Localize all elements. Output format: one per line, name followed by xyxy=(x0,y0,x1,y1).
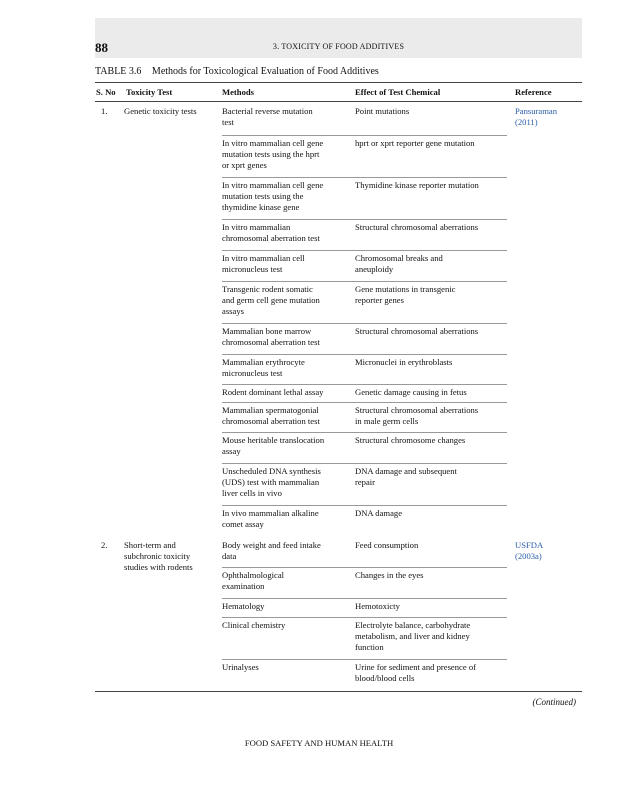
row-divider xyxy=(222,432,507,433)
method-cell: Mouse heritable translocation assay xyxy=(222,435,325,456)
page-number: 88 xyxy=(95,40,108,55)
row-divider xyxy=(222,323,507,324)
effect-cell: Genetic damage causing in fetus xyxy=(355,387,467,397)
table-header-rule xyxy=(95,101,582,102)
reference-link: USFDA (2003a) xyxy=(515,540,544,561)
method-cell: Unscheduled DNA synthesis (UDS) test with mammalian liver cells in vivo xyxy=(222,466,321,498)
method-cell: Transgenic rodent somatic and germ cell gene mutation assays xyxy=(222,284,320,316)
effect-cell: Changes in the eyes xyxy=(355,570,424,580)
method-cell: Clinical chemistry xyxy=(222,620,286,630)
method-cell: Ophthalmological examination xyxy=(222,570,285,591)
effect-cell: Structural chromosomal aberrations xyxy=(355,326,479,336)
reference-link: Pansuraman (2011) xyxy=(515,106,558,127)
row-divider xyxy=(222,177,507,178)
row-divider xyxy=(222,402,507,403)
row-divider xyxy=(222,463,507,464)
effect-cell: DNA damage and subsequent repair xyxy=(355,466,457,487)
toxicity-test: Short-term and subchronic toxicity studies with rodents xyxy=(124,540,193,572)
method-cell: Hematology xyxy=(222,601,265,611)
effect-cell: Feed consumption xyxy=(355,540,419,550)
effect-cell: Chromosomal breaks and aneuploidy xyxy=(355,253,443,274)
column-header-reference: Reference xyxy=(515,87,552,97)
effect-cell: Gene mutations in transgenic reporter genes xyxy=(355,284,456,305)
column-header-effect: Effect of Test Chemical xyxy=(355,87,441,97)
row-divider xyxy=(222,281,507,282)
page-header xyxy=(95,18,582,58)
row-number: 2. xyxy=(101,540,108,550)
row-number: 1. xyxy=(101,106,108,116)
method-cell: Mammalian spermatogonial chromosomal aberration test xyxy=(222,405,320,426)
row-divider xyxy=(222,659,507,660)
effect-cell: Thymidine kinase reporter mutation xyxy=(355,180,479,190)
row-divider xyxy=(222,598,507,599)
method-cell: Mammalian bone marrow chromosomal aberration test xyxy=(222,326,320,347)
effect-cell: Structural chromosomal aberrations in male germ cells xyxy=(355,405,479,426)
effect-cell: Structural chromosomal aberrations xyxy=(355,222,479,232)
row-divider xyxy=(222,219,507,220)
row-divider xyxy=(222,505,507,506)
method-cell: In vitro mammalian cell gene mutation tests using the hprt or xprt genes xyxy=(222,138,324,170)
running-title: 3. TOXICITY OF FOOD ADDITIVES xyxy=(272,42,405,51)
row-divider xyxy=(222,135,507,136)
table-top-rule xyxy=(95,82,582,83)
method-cell: In vitro mammalian chromosomal aberration test xyxy=(222,222,320,243)
column-header-sno: S. No xyxy=(96,87,116,97)
row-divider xyxy=(222,617,507,618)
continued-note: (Continued) xyxy=(532,697,576,707)
effect-cell: Electrolyte balance, carbohydrate metabolism, and liver and kidney function xyxy=(355,620,471,652)
table-caption-text: Methods for Toxicological Evaluation of Food Additives xyxy=(151,66,379,77)
row-divider xyxy=(222,250,507,251)
row-divider xyxy=(222,567,507,568)
column-header-toxicity-test: Toxicity Test xyxy=(126,87,173,97)
effect-cell: Structural chromosome changes xyxy=(355,435,466,445)
table-caption xyxy=(95,66,379,77)
method-cell: In vivo mammalian alkaline comet assay xyxy=(222,508,319,529)
table-label: TABLE 3.6 xyxy=(95,66,142,77)
row-divider xyxy=(222,384,507,385)
method-cell: In vitro mammalian cell gene mutation tests using the thymidine kinase gene xyxy=(222,180,324,212)
method-cell: Rodent dominant lethal assay xyxy=(222,387,324,397)
effect-cell: Urine for sediment and presence of blood/blood cells xyxy=(355,662,476,683)
page-footer: FOOD SAFETY AND HUMAN HEALTH xyxy=(244,738,394,748)
effect-cell: Hemotoxicty xyxy=(355,601,400,611)
method-cell: Urinalyses xyxy=(222,662,259,672)
effect-cell: Micronuclei in erythroblasts xyxy=(355,357,453,367)
row-divider xyxy=(222,354,507,355)
effect-cell: hprt or xprt reporter gene mutation xyxy=(355,138,475,148)
effect-cell: DNA damage xyxy=(355,508,403,518)
method-cell: Body weight and feed intake data xyxy=(222,540,321,561)
method-cell: Mammalian erythrocyte micronucleus test xyxy=(222,357,305,378)
effect-cell: Point mutations xyxy=(355,106,410,116)
table-bottom-rule xyxy=(95,691,582,692)
method-cell: In vitro mammalian cell micronucleus test xyxy=(222,253,305,274)
column-header-methods: Methods xyxy=(222,87,254,97)
toxicity-test: Genetic toxicity tests xyxy=(124,106,197,116)
method-cell: Bacterial reverse mutation test xyxy=(222,106,313,127)
